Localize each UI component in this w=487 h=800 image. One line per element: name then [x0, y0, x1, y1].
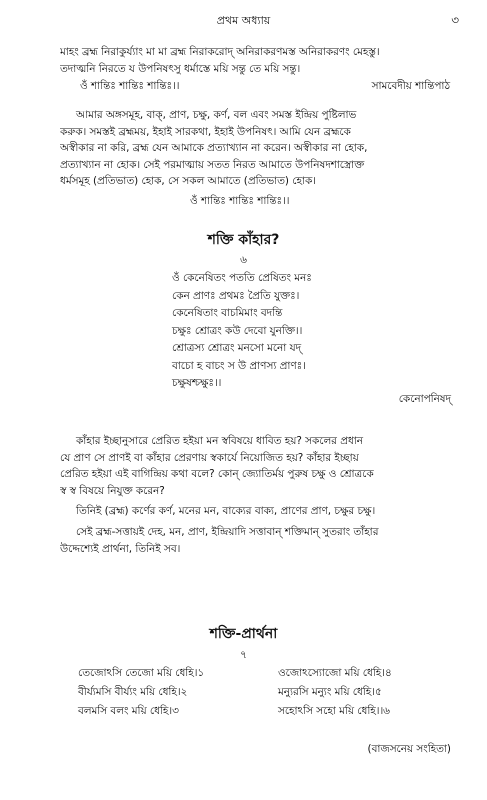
verse-line: বীর্য্যমসি বীর্য্যং ময়ি ধেহি।২ [78, 686, 188, 698]
verse-line: মন্যুরসি মন্যুং ময়ি ধেহি।৫ [278, 686, 382, 698]
verse-line: সহোঽসি সহো ময়ি ধেহি।।৬ [278, 705, 390, 717]
source-citation: (বাজসনেয় সংহিতা) [367, 743, 451, 755]
text-line: যে প্রাণ সে প্রাণই বা কাঁহার প্রেরণায় স্বকার্যে নিয়োজিত হয়? কাঁহার ইচ্ছায় [60, 451, 359, 464]
text-line: তিনিই (ব্রহ্ম) কর্ণের কর্ণ, মনের মন, বাক্যের বাক্য, প্রাণের প্রাণ, চক্ষুর চক্ষু। [76, 505, 376, 517]
verse-line: চক্ষুঃ শ্রোত্রং কউ দেবো যুনক্তি।। [172, 324, 303, 337]
verse-column-left [78, 664, 204, 721]
verse-line: কেনেষিতাং বাচমিমাং বদন্তি [172, 307, 283, 319]
section-number: ৭ [240, 649, 247, 661]
text-line: প্রেরিত হইয়া এই বাগিন্দ্রিয় কথা বলে? কোন্‌ জ্যোতির্ময় পুরুষ চক্ষু ও শ্রোত্রকে [60, 468, 374, 480]
text-line: অস্বীকার না করি, ব্রহ্ম যেন আমাকে প্রত্যাখ্যান না করেন। অস্বীকার না হোক, [60, 142, 368, 154]
shanti-text: ওঁ শান্তিঃ শান্তিঃ শান্তিঃ।। [80, 80, 180, 92]
source-citation: সামবেদীয় শান্তিপাঠ [371, 80, 450, 92]
text-line: করুক। সমস্তই ব্রহ্মময়, ইহাই সারকথা, ইহাই উপনিষৎ। আমি যেন ব্রহ্মকে [60, 125, 351, 138]
text-line: ধর্মসমূহ (প্রতিভাত) হোক, সে সকল আমাতে (প্রতিভাত) হোক। [60, 175, 316, 187]
text-line: আমার অঙ্গসমূহ, বাক্‌, প্রাণ, চক্ষু, কর্ণ, বল এবং সমস্ত ইন্দ্রিয় পুষ্টিলাভ [76, 109, 357, 121]
text-line: উদ্দেশ্যেই প্রার্থনা, তিনিই সব। [60, 542, 181, 555]
page-header [0, 12, 487, 32]
explanation-paragraph [60, 524, 450, 557]
text-line: মাহং ব্রহ্ম নিরাকুর্য্যাং মা মা ব্রহ্ম নিরাকরোদ্ অনিরাকরণমস্ত অনিরাকরণং মেহস্তু। [60, 46, 380, 58]
verse-line: ওজোঽস্যোজো ময়ি ধেহি।৪ [278, 667, 392, 679]
section-heading: শক্তি কাঁহার? [207, 232, 280, 248]
shanti-row [60, 194, 450, 210]
verse-line: তেজোঽসি তেজো ময়ি ধেহি।১ [78, 667, 205, 679]
verse-block [172, 270, 312, 393]
explanation-paragraph [60, 433, 450, 499]
shanti-text: ওঁ শান্তিঃ শান্তিঃ শান্তিঃ।। [190, 195, 290, 207]
verse-line: শ্রোত্রস্য শ্রোত্রং মনসো মনো যদ্‌ [172, 342, 302, 354]
verse-line: বাচো হ বাচং স উ প্রাণস্য প্রাণঃ। [172, 359, 306, 372]
section-heading: শক্তি-প্রার্থনা [209, 626, 278, 642]
verse-line: চক্ষুষশ্চক্ষুঃ।। [172, 377, 222, 389]
mantra-paragraph [60, 44, 450, 77]
shanti-row [60, 79, 450, 95]
verse-line: কেন প্রাণঃ প্রথমঃ প্রৈতি যুক্তঃ। [172, 289, 300, 302]
text-line: কাঁহার ইচ্ছানুসারে প্রেরিত হইয়া মন স্ববিষয়ে ধাবিত হয়? সকলের প্রধান [76, 435, 363, 447]
page-number: ৩ [451, 13, 459, 27]
text-line: স্ব স্ব বিষয়ে নিযুক্ত করেন? [60, 484, 165, 497]
text-line: তদাত্মনি নিরতে য উপনিষৎসু ধর্মাস্তে ময়ি সন্তু তে ময়ি সন্তু। [60, 62, 301, 75]
section-number: ৬ [240, 254, 247, 266]
chapter-title: প্রথম অধ্যায় [216, 14, 271, 27]
verse-line: ওঁ কেনেষিতং পততি প্রেষিতং মনঃ [172, 272, 312, 284]
explanation-paragraph [60, 503, 450, 520]
verse-column-right [278, 664, 392, 721]
translation-paragraph [60, 107, 450, 190]
text-line: প্রত্যাখ্যান না হোক। সেই পরমাত্মায় সতত নিরত আমাতে উপনিষদশাস্ত্রোক্ত [60, 158, 365, 171]
text-line: সেই ব্রহ্ম-সত্তায়ই দেহ, মন, প্রাণ, ইন্দ্রিয়াদি সত্তাবান্‌ শক্তিমান্‌ সুতরাং তাঁহার [76, 526, 379, 538]
verse-line: বলমসি বলং ময়ি ধেহি।৩ [78, 705, 179, 717]
source-citation: কেনোপনিষদ্‌ [398, 393, 451, 405]
